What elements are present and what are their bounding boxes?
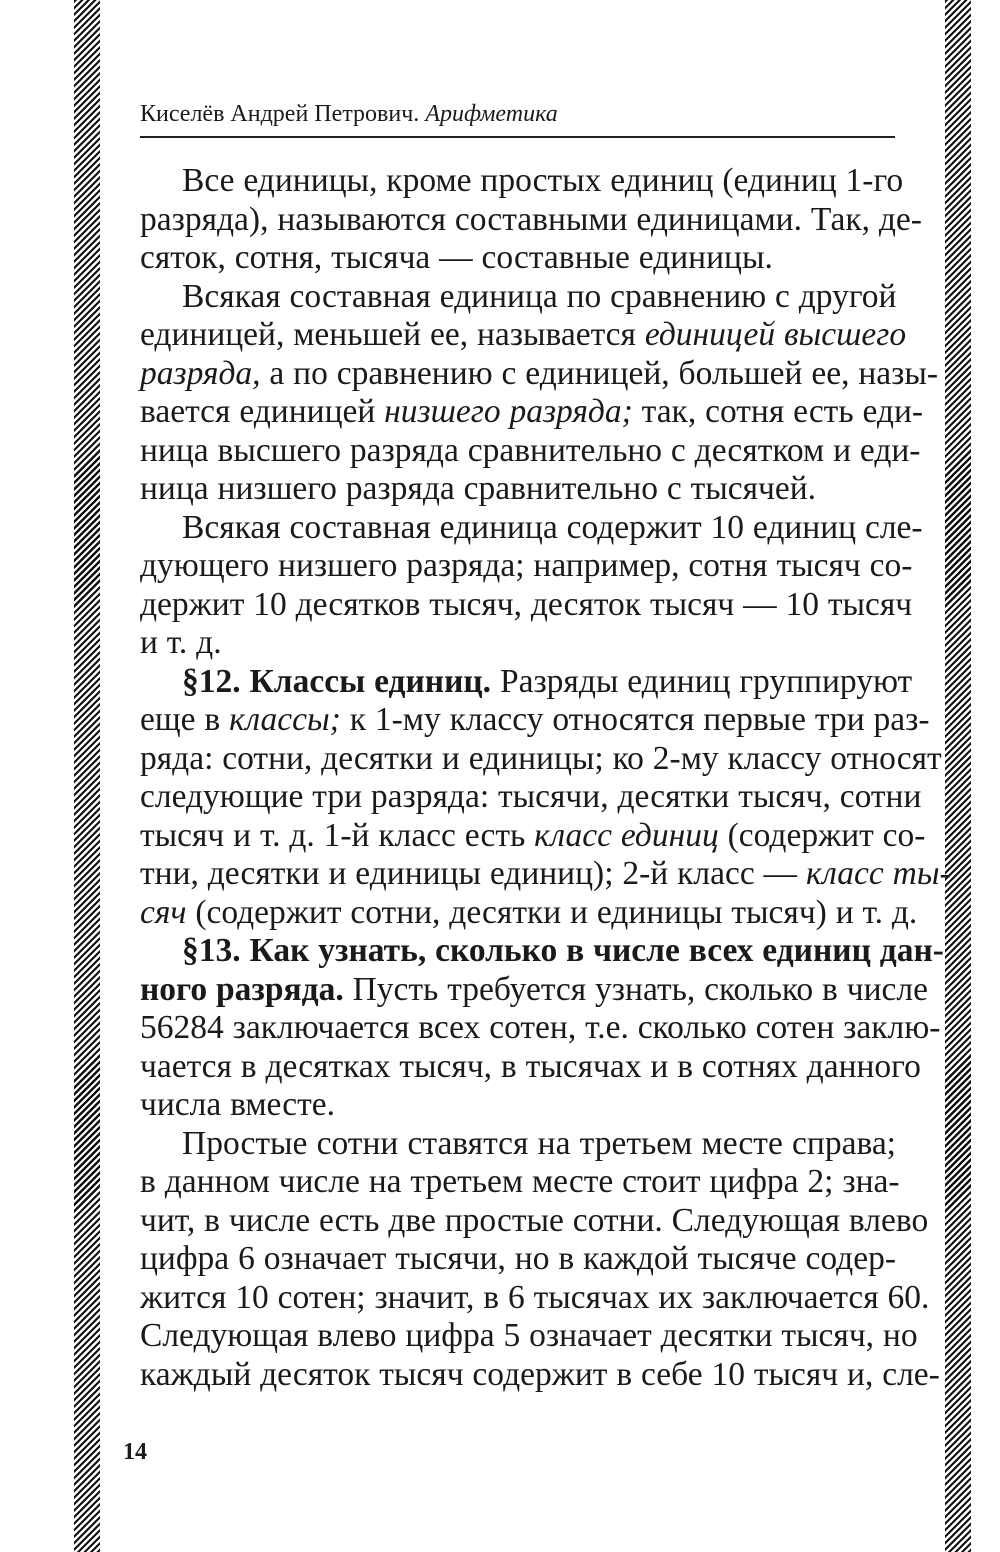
text-line: еще в классы; к 1-му классу относятся первые три раз- xyxy=(140,701,930,738)
running-header xyxy=(140,100,895,138)
paragraph xyxy=(140,277,939,509)
text-line: чит, в числе есть две простые сотни. Следующая влево xyxy=(140,1201,929,1239)
section-heading: §13. Как узнать, сколько в числе всех единиц дан- xyxy=(182,932,944,969)
emphasis-term: класс единиц xyxy=(534,816,719,854)
emphasis-term: единицей высшего xyxy=(644,316,907,353)
text-line: цифра 6 означает тысячи, но в каждой тысяче содер- xyxy=(140,1240,896,1277)
section-heading: ного разряда. xyxy=(140,970,344,1008)
text-line: дующего низшего разряда; например, сотня тысяч со- xyxy=(140,547,913,584)
text-line: единицей, меньшей ее, называется единицей высшего xyxy=(140,316,907,353)
right-decorative-border xyxy=(945,0,971,1552)
text-line: сяч (содержит сотни, десятки и единицы тысяч) и т. д. xyxy=(140,893,918,931)
text-line: §12. Классы единиц. Разряды единиц группируют xyxy=(182,662,913,700)
emphasis-term: сяч xyxy=(140,893,187,931)
header-author: Киселёв Андрей Петрович. xyxy=(140,101,420,127)
text-line: ница высшего разряда сравнительно с десятком и еди- xyxy=(140,431,921,469)
text-line: ного разряда. Пусть требуется узнать, сколько в числе xyxy=(140,970,928,1008)
text-line: разряда), называются составными единицами. Так, де- xyxy=(140,200,922,238)
emphasis-term: класс ты- xyxy=(805,855,951,892)
text-line: сяток, сотня, тысяча — составные единицы. xyxy=(140,239,773,276)
text-line: Простые сотни ставятся на третьем месте справа; xyxy=(182,1124,896,1162)
text-line: ряда: сотни, десятки и единицы; ко 2-му классу относят xyxy=(140,739,942,777)
text-line: держит 10 десятков тысяч, десяток тысяч — 10 тысяч xyxy=(140,585,913,623)
text-line: Все единицы, кроме простых единиц (единиц 1-го xyxy=(182,162,904,199)
text-line: вается единицей низшего разряда; так, сотня есть еди- xyxy=(140,393,924,430)
section-13-paragraph xyxy=(140,932,944,1125)
paragraph xyxy=(140,508,923,663)
text-line: Следующая влево цифра 5 означает десятки тысяч, но xyxy=(140,1317,918,1354)
text-line: и т. д. xyxy=(140,624,222,661)
section-heading: §12. Классы единиц. xyxy=(182,662,492,700)
emphasis-term: классы; xyxy=(229,701,341,738)
text-line: каждый десяток тысяч содержит в себе 10 тысяч и, сле- xyxy=(140,1355,940,1393)
paragraph xyxy=(140,1124,940,1395)
emphasis-term: низшего разряда; xyxy=(384,393,633,430)
text-line: в данном числе на третьем месте стоит цифра 2; зна- xyxy=(140,1163,900,1200)
text-line: ница низшего разряда сравнительно с тысячей. xyxy=(140,470,817,507)
text-line: разряда, а по сравнению с единицей, большей ее, назы- xyxy=(140,354,939,392)
text-line: тни, десятки и единицы единиц); 2-й класс — класс ты- xyxy=(140,855,951,892)
header-book-title: Арифметика xyxy=(425,101,558,127)
paragraph xyxy=(140,162,922,278)
text-line: чается в десятках тысяч, в тысячах и в сотнях данного xyxy=(140,1047,921,1085)
left-decorative-border xyxy=(74,0,100,1552)
emphasis-term: разряда, xyxy=(140,354,261,392)
text-line: жится 10 сотен; значит, в 6 тысячах их заключается 60. xyxy=(140,1278,930,1316)
page-number: 14 xyxy=(123,1439,147,1465)
page-body xyxy=(140,162,951,1394)
text-line xyxy=(140,932,944,971)
text-line: 56284 заключается всех сотен, т.е. сколько сотен заклю- xyxy=(140,1009,941,1046)
text-line: Всякая составная единица содержит 10 единиц сле- xyxy=(182,508,923,546)
text-line: Всякая составная единица по сравнению с другой xyxy=(182,277,897,315)
text-line: следующие три разряда: тысячи, десятки тысяч, сотни xyxy=(140,778,922,815)
section-12-paragraph xyxy=(140,662,951,933)
text-line: числа вместе. xyxy=(140,1086,336,1123)
text-line: тысяч и т. д. 1-й класс есть класс единиц (содержит со- xyxy=(140,816,926,854)
